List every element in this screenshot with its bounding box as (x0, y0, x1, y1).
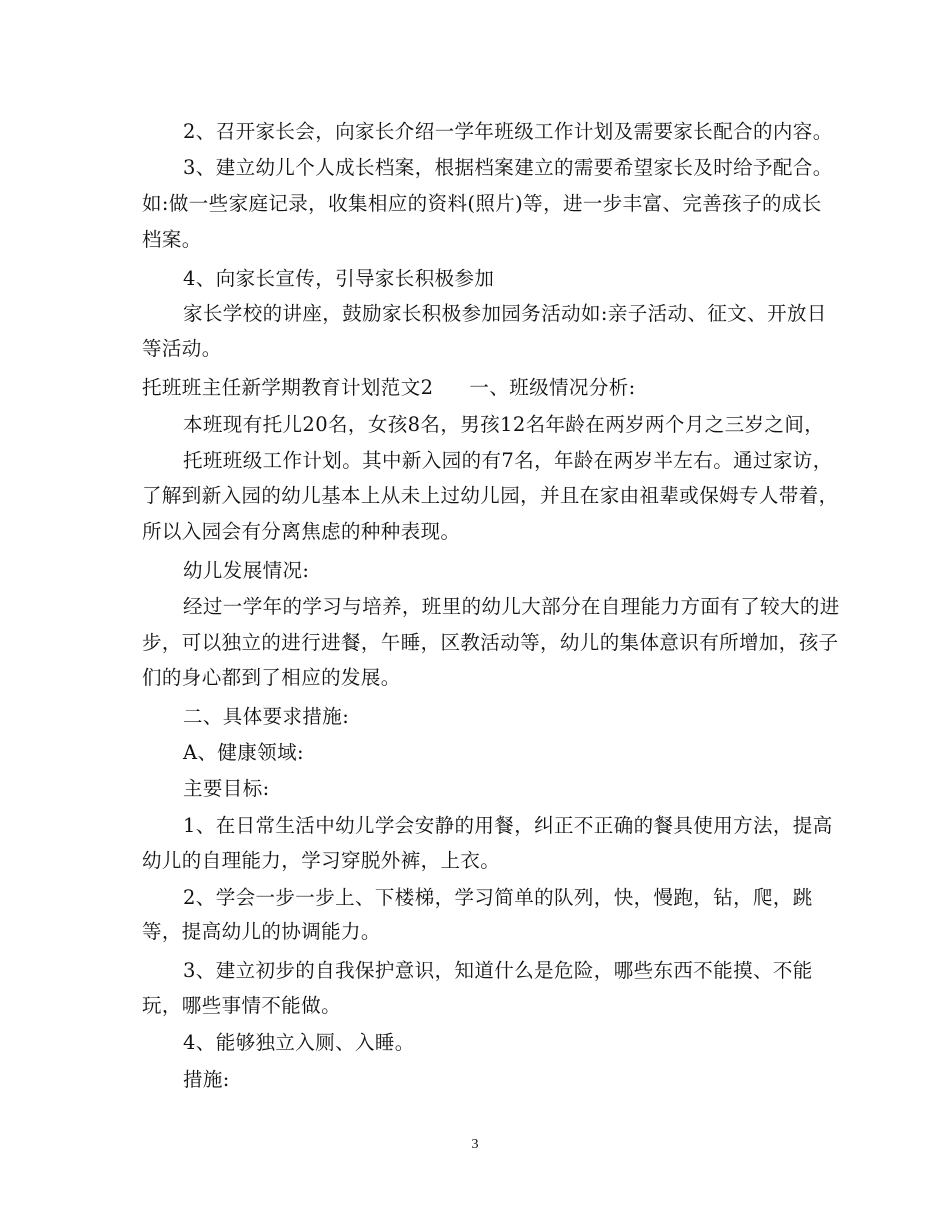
paragraph-line: 主要目标: (183, 777, 270, 800)
paragraph-line: 4、向家长宣传，引导家长积极参加 (183, 267, 495, 290)
paragraph-line: 3、建立幼儿个人成长档案，根据档案建立的需要希望家长及时给予配合。 (183, 156, 833, 179)
paragraph-line: 家长学校的讲座，鼓励家长积极参加园务活动如:亲子活动、征文、开放日 (183, 302, 827, 325)
paragraph-line: 1、在日常生活中幼儿学会安静的用餐，纠正不正确的餐具使用方法，提高 (183, 814, 833, 837)
paragraph-line: 等，提高幼儿的协调能力。 (142, 920, 381, 943)
paragraph-line: 等活动。 (142, 337, 222, 360)
section-title: 托班班主任新学期教育计划范文2 (142, 376, 434, 399)
paragraph-line: 本班现有托儿20名，女孩8名，男孩12名年龄在两岁两个月之三岁之间， (183, 413, 825, 436)
section-heading-line (0, 370, 950, 406)
paragraph-line: 玩，哪些事情不能做。 (142, 994, 342, 1017)
paragraph-line: 2、学会一步一步上、下楼梯，学习简单的队列，快，慢跑，钻，爬，跳 (183, 886, 813, 909)
paragraph-line: 所以入园会有分离焦虑的种种表现。 (142, 520, 461, 543)
paragraph-line: 档案。 (142, 228, 202, 251)
paragraph-line: 3、建立初步的自我保护意识，知道什么是危险，哪些东西不能摸、不能 (183, 959, 813, 982)
paragraph-line: 2、召开家长会，向家长介绍一学年班级工作计划及需要家长配合的内容。 (183, 120, 833, 143)
paragraph-line: 二、具体要求措施: (183, 705, 350, 728)
paragraph-line: A、健康领域: (183, 741, 304, 764)
paragraph-line: 托班班级工作计划。其中新入园的有7名，年龄在两岁半左右。通过家访， (183, 449, 833, 472)
paragraph-line: 幼儿的自理能力，学习穿脱外裤，上衣。 (142, 849, 501, 872)
page-number: 3 (471, 1137, 479, 1152)
paragraph-line: 了解到新入园的幼儿基本上从未上过幼儿园，并且在家由祖辈或保姆专人带着， (142, 484, 839, 507)
paragraph-line: 措施: (183, 1068, 230, 1091)
paragraph-line: 如:做一些家庭记录，收集相应的资料(照片)等，进一步丰富、完善孩子的成长 (142, 192, 822, 215)
paragraph-line: 们的身心都到了相应的发展。 (142, 666, 401, 689)
paragraph-line: 幼儿发展情况: (183, 559, 310, 582)
section-subtitle: 一、班级情况分析: (469, 376, 636, 399)
paragraph-line: 步，可以独立的进行进餐，午睡，区教活动等，幼儿的集体意识有所增加，孩子 (142, 631, 839, 654)
paragraph-line: 4、能够独立入厕、入睡。 (183, 1031, 415, 1054)
paragraph-line: 经过一学年的学习与培养，班里的幼儿大部分在自理能力方面有了较大的进 (183, 595, 840, 618)
